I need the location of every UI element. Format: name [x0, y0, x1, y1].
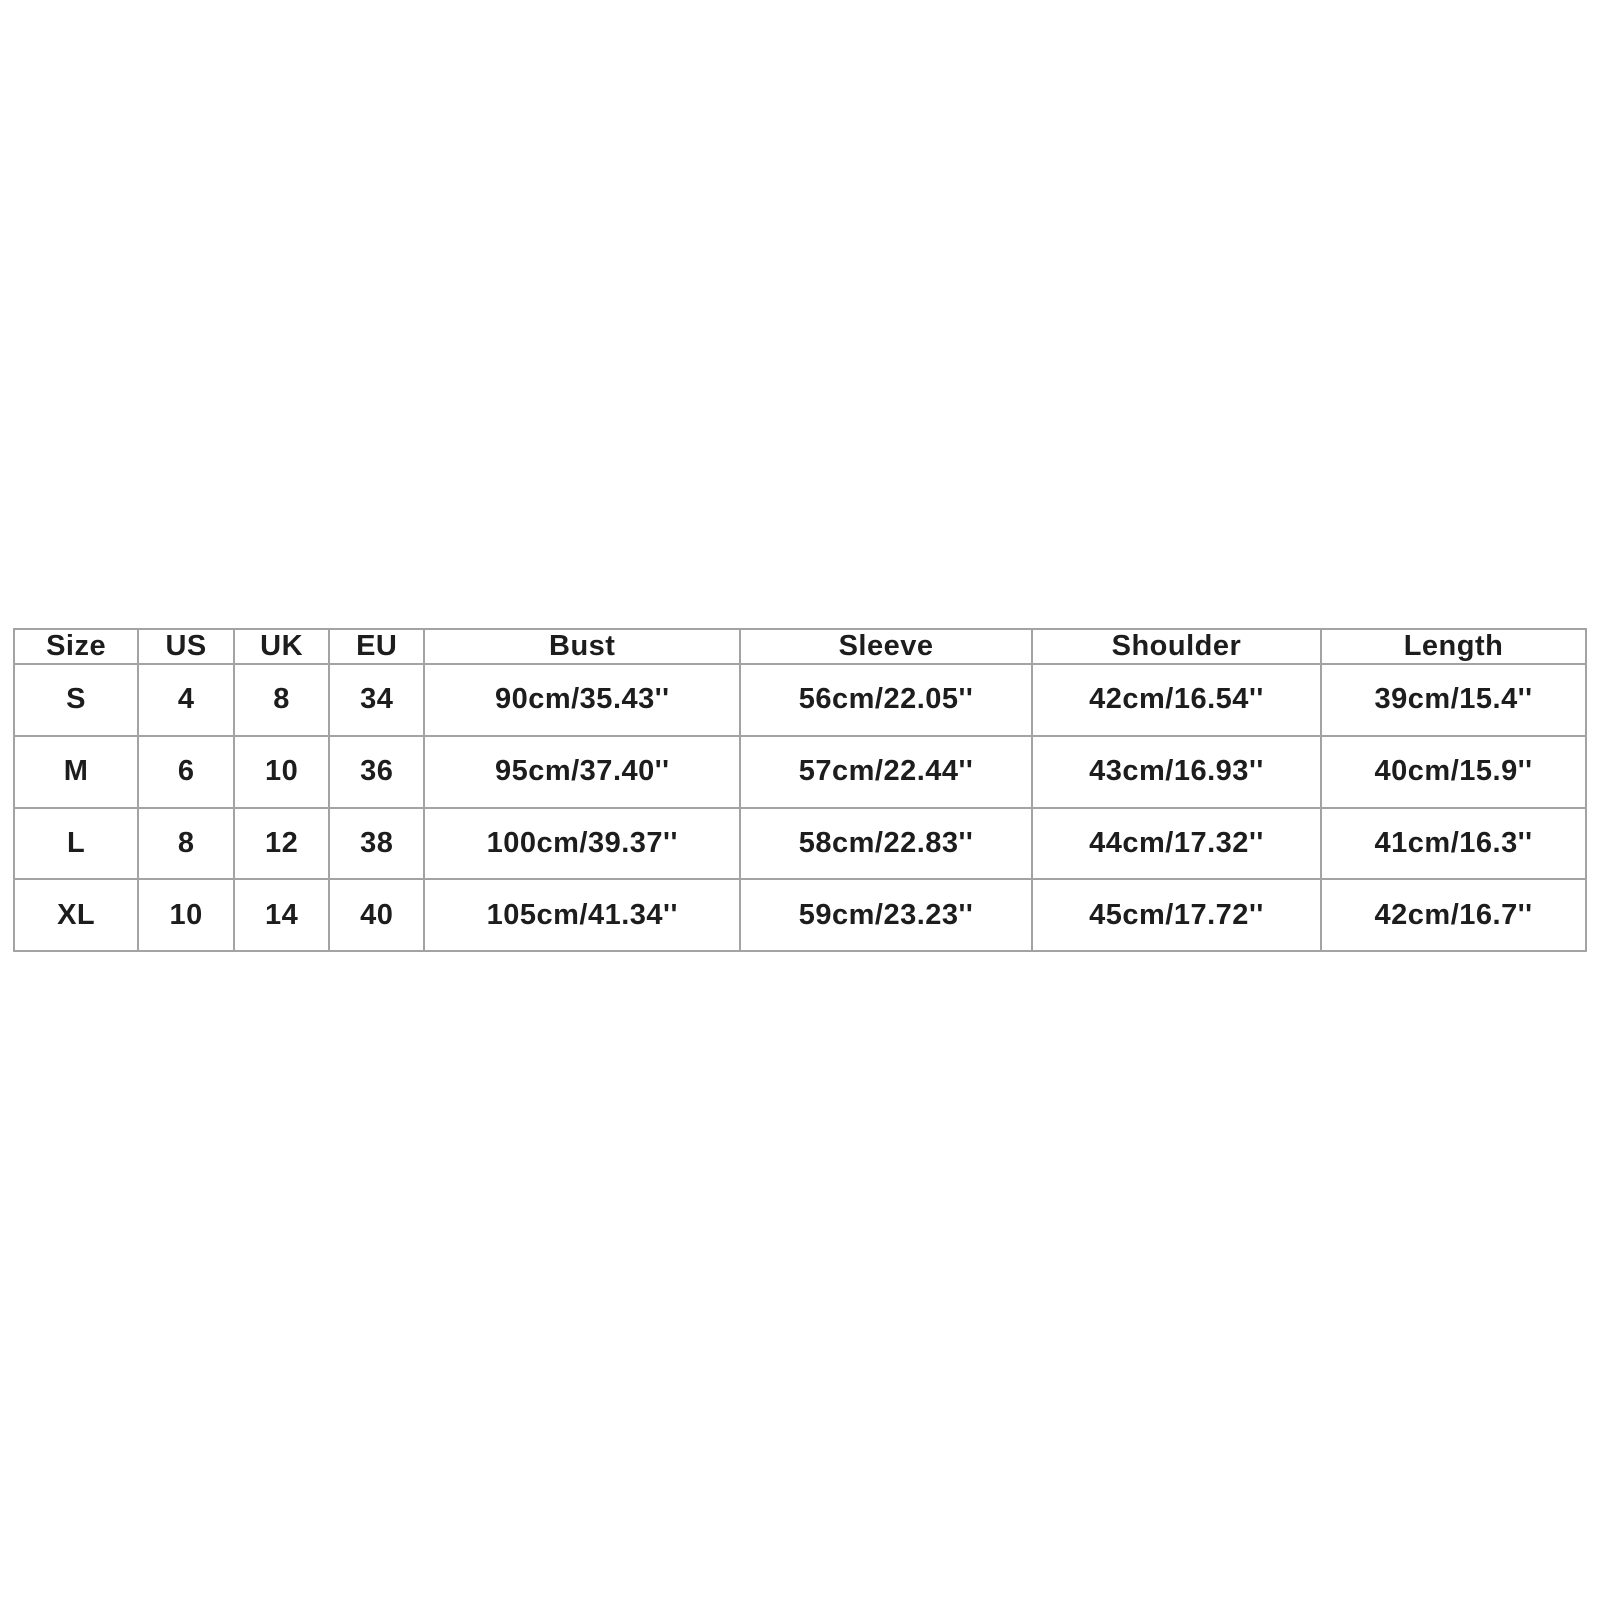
table-row-xl [14, 879, 1586, 951]
cell-length: 41cm/16.3'' [1321, 808, 1586, 880]
cell-length: 40cm/15.9'' [1321, 736, 1586, 808]
cell-uk: 14 [234, 879, 329, 951]
cell-length: 42cm/16.7'' [1321, 879, 1586, 951]
cell-eu: 38 [329, 808, 424, 880]
cell-size: S [14, 664, 138, 736]
cell-shoulder: 44cm/17.32'' [1032, 808, 1321, 880]
cell-sleeve: 56cm/22.05'' [740, 664, 1032, 736]
size-chart-table [13, 628, 1587, 952]
column-header-bust: Bust [424, 629, 740, 664]
cell-shoulder: 45cm/17.72'' [1032, 879, 1321, 951]
cell-sleeve: 59cm/23.23'' [740, 879, 1032, 951]
cell-bust: 90cm/35.43'' [424, 664, 740, 736]
cell-us: 6 [138, 736, 234, 808]
cell-bust: 105cm/41.34'' [424, 879, 740, 951]
cell-sleeve: 57cm/22.44'' [740, 736, 1032, 808]
table-row-l [14, 808, 1586, 880]
cell-uk: 12 [234, 808, 329, 880]
column-header-eu: EU [329, 629, 424, 664]
cell-size: L [14, 808, 138, 880]
column-header-uk: UK [234, 629, 329, 664]
cell-bust: 95cm/37.40'' [424, 736, 740, 808]
cell-us: 4 [138, 664, 234, 736]
column-header-length: Length [1321, 629, 1586, 664]
column-header-sleeve: Sleeve [740, 629, 1032, 664]
cell-sleeve: 58cm/22.83'' [740, 808, 1032, 880]
table-row-m [14, 736, 1586, 808]
cell-length: 39cm/15.4'' [1321, 664, 1586, 736]
cell-bust: 100cm/39.37'' [424, 808, 740, 880]
cell-size: M [14, 736, 138, 808]
column-header-size: Size [14, 629, 138, 664]
cell-uk: 8 [234, 664, 329, 736]
header-row [14, 629, 1586, 664]
column-header-us: US [138, 629, 234, 664]
cell-uk: 10 [234, 736, 329, 808]
cell-us: 10 [138, 879, 234, 951]
cell-shoulder: 43cm/16.93'' [1032, 736, 1321, 808]
column-header-shoulder: Shoulder [1032, 629, 1321, 664]
table-row-s [14, 664, 1586, 736]
cell-eu: 36 [329, 736, 424, 808]
cell-eu: 40 [329, 879, 424, 951]
cell-us: 8 [138, 808, 234, 880]
cell-shoulder: 42cm/16.54'' [1032, 664, 1321, 736]
cell-eu: 34 [329, 664, 424, 736]
cell-size: XL [14, 879, 138, 951]
